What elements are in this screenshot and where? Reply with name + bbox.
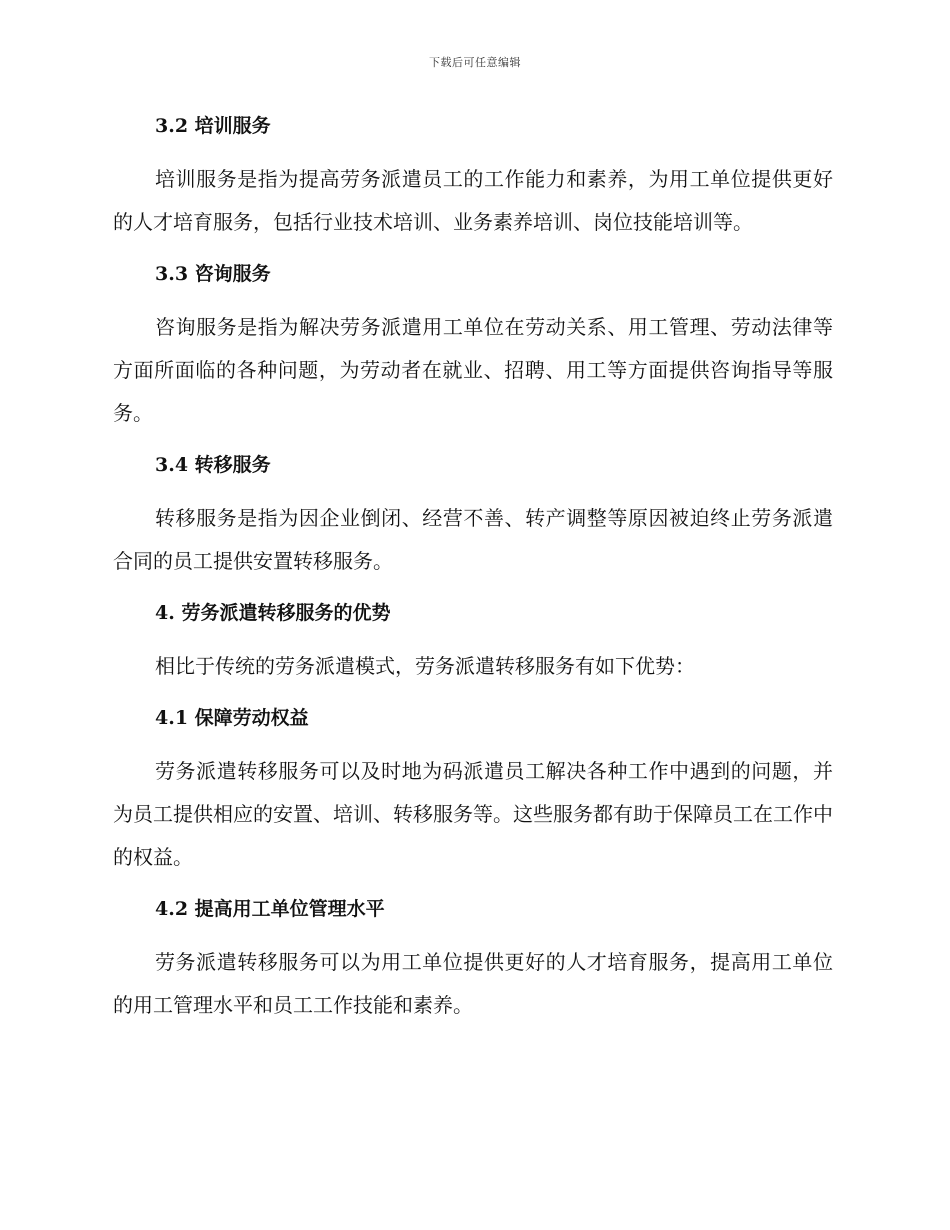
section-4-2 — [113, 891, 833, 1027]
section-4-1 — [113, 700, 833, 891]
section-heading: 4.2 提高用工单位管理水平 — [155, 898, 385, 920]
section-paragraph: 劳务派遣转移服务可以为用工单位提供更好的人才培育服务，提高用工单位的用工管理水平和员工工作技能和素养。 — [113, 950, 833, 1017]
section-paragraph: 转移服务是指为因企业倒闭、经营不善、转产调整等原因被迫终止劳务派遣合同的员工提供安置转移服务。 — [113, 506, 833, 573]
section-heading: 3.2 培训服务 — [155, 115, 271, 137]
section-3-2 — [113, 108, 833, 256]
page-header: 下载后可任意编辑 — [429, 56, 521, 69]
section-4 — [113, 595, 833, 700]
section-paragraph: 劳务派遣转移服务可以及时地为码派遣员工解决各种工作中遇到的问题，并为员工提供相应的安置、培训、转移服务等。这些服务都有助于保障员工在工作中的权益。 — [113, 759, 833, 869]
section-heading: 4.1 保障劳动权益 — [155, 707, 309, 729]
section-paragraph: 相比于传统的劳务派遣模式，劳务派遣转移服务有如下优势： — [155, 654, 695, 678]
section-heading: 3.3 咨询服务 — [155, 263, 271, 285]
section-paragraph: 咨询服务是指为解决劳务派遣用工单位在劳动关系、用工管理、劳动法律等方面所面临的各种问题，为劳动者在就业、招聘、用工等方面提供咨询指导等服务。 — [113, 315, 833, 425]
document-body — [113, 108, 833, 1027]
section-3-4 — [113, 447, 833, 595]
section-paragraph: 培训服务是指为提高劳务派遣员工的工作能力和素养，为用工单位提供更好的人才培育服务，包括行业技术培训、业务素养培训、岗位技能培训等。 — [113, 167, 833, 234]
section-heading: 3.4 转移服务 — [155, 454, 271, 476]
section-heading: 4. 劳务派遣转移服务的优势 — [155, 602, 391, 624]
section-3-3 — [113, 256, 833, 447]
